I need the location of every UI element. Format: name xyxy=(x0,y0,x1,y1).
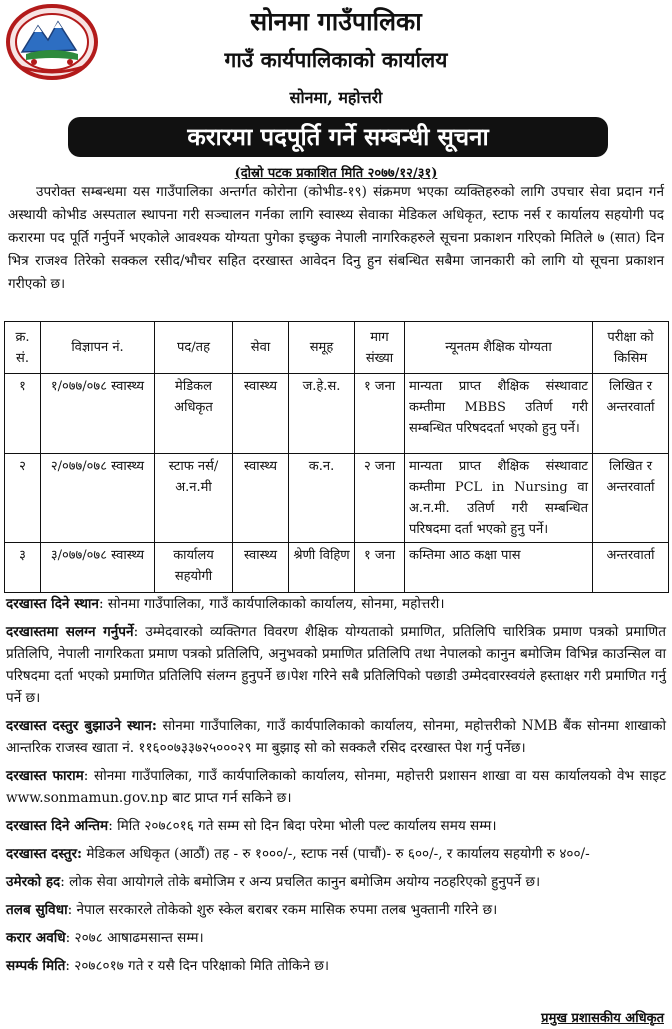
office-address: सोनमा, महोत्तरी xyxy=(289,88,383,107)
condition-label: दरखास्त दिने स्थान xyxy=(6,596,99,612)
condition-label: दरखास्त फाराम xyxy=(6,768,84,784)
condition-item xyxy=(6,843,666,865)
cell-sn: ३ xyxy=(5,543,41,593)
notice-title-banner: करारमा पदपूर्ति गर्ने सम्बन्धी सूचना xyxy=(68,117,608,157)
condition-label: दरखास्तमा सलग्न गर्नुपर्ने xyxy=(6,624,134,640)
condition-text: : उम्मेदवारको व्यक्तिगत विवरण शैक्षिक योग्यताको प्रमाणित, प्रतिलिपि चारित्रिक प्रमाण पत्रको प्रमाणित प्रतिलिपि, नेपाली नागरिकता प्रमाण पत्रको प्रतिलिपि, अनुभवको प्रमाणित प्रतिलिपि तथा नेपालको कानुन बमोजिम विभिन्न काउन्सिल वा परिषदमा दर्ता भएको प्रमाणित प्रतिलिपि संलग्न हुनुपर्ने छ।पेश गरिने सबै प्रतिलिपिको पछाडी उम्मेदवारस्वयंले हस्ताक्षर गरी प्रमाणित गर्नु पर्ने छ। xyxy=(6,624,666,706)
municipality-name: सोनमा गाउँपालिका xyxy=(250,7,422,36)
cell-demand: १ जना xyxy=(355,543,405,593)
cell-service: स्वास्थ्य xyxy=(233,454,289,543)
cell-service: स्वास्थ्य xyxy=(233,543,289,593)
cell-post: स्टाफ नर्स/ अ.न.मी xyxy=(155,454,233,543)
condition-text: : सोनमा गाउँपालिका, गाउँ कार्यपालिकाको कार्यालय, सोनमा, महोत्तरी। xyxy=(98,596,445,612)
cell-exam: लिखित र अन्तरवार्ता xyxy=(593,374,669,454)
condition-item xyxy=(6,815,666,837)
condition-label: उमेरको हद xyxy=(6,874,61,890)
condition-text: : मिति २०७८०१६ गते सम्म सो दिन बिदा परेमा भोली पल्ट कार्यालय समय सम्म। xyxy=(108,818,497,834)
cell-service: स्वास्थ्य xyxy=(233,374,289,454)
condition-item xyxy=(6,871,666,893)
condition-text: सोनमा गाउँपालिका, गाउँ कार्यपालिकाको कार्यालय, सोनमा, महोत्तरीको NMB बैंक सोनमा शाखाको आन्तरिक राजस्व खाता नं. ११६००७३३७२५०००२९ मा बुझाइ सो को सक्कलै रसिद दरखास्त पेश गर्नु पर्नेछ। xyxy=(6,718,666,756)
condition-item xyxy=(6,621,666,709)
republish-date: (दोस्रो पटक प्रकाशित मिति २०७७/१२/३१) xyxy=(234,166,438,181)
condition-item xyxy=(6,899,666,921)
condition-item xyxy=(6,715,666,759)
cell-qualification: मान्यता प्राप्त शैक्षिक संस्थावाट कम्तीमा PCL in Nursing वा अ.न.मी. उतिर्ण गरी सम्बन्धित परिषदमा दर्ता भएको हुनु पर्ने। xyxy=(405,454,593,543)
table-row xyxy=(5,374,669,454)
condition-text: : नेपाल सरकारले तोकेको शुरु स्केल बराबर रकम मासिक रुपमा तलब भुक्तानी गरिने छ। xyxy=(67,902,498,918)
cell-group: क.न. xyxy=(289,454,355,543)
cell-sn: २ xyxy=(5,454,41,543)
condition-label: दरखास्त दस्तुर: xyxy=(6,846,83,862)
cell-exam: अन्तरवार्ता xyxy=(593,543,669,593)
table-header-row xyxy=(5,322,669,374)
cell-sn: १ xyxy=(5,374,41,454)
republish-line xyxy=(0,162,672,181)
condition-label: दरखास्त दस्तुर बुझाउने स्थान: xyxy=(6,718,157,734)
cell-group: ज.हे.स. xyxy=(289,374,355,454)
condition-text: : सोनमा गाउँपालिका, गाउँ कार्यपालिकाको कार्यालय, सोनमा, महोत्तरी प्रशासन शाखा वा यस कार्यालयको वेभ साइट www.sonmamun.gov.np बाट प्राप्त गर्न सकिने छ। xyxy=(6,768,666,806)
col-header-demand: माग संख्या xyxy=(355,322,405,374)
signature-title: प्रमुख प्रशासकीय अधिकृत xyxy=(541,1011,664,1026)
table-row xyxy=(5,454,669,543)
cell-adv-no: २/०७७/०७८ स्वास्थ्य xyxy=(41,454,155,543)
cell-exam: लिखित र अन्तरवार्ता xyxy=(593,454,669,543)
col-header-qualification: न्यूनतम शैक्षिक योग्यता xyxy=(405,322,593,374)
table-row xyxy=(5,543,669,593)
cell-adv-no: ३/०७७/०७८ स्वास्थ्य xyxy=(41,543,155,593)
cell-post: मेडिकल अधिकृत xyxy=(155,374,233,454)
cell-demand: १ जना xyxy=(355,374,405,454)
condition-item xyxy=(6,927,666,949)
condition-label: सम्पर्क मिति xyxy=(6,958,66,974)
condition-item xyxy=(6,955,666,977)
cell-post: कार्यालय सहयोगी xyxy=(155,543,233,593)
cell-qualification: कम्तिमा आठ कक्षा पास xyxy=(405,543,593,593)
cell-qualification: मान्यता प्राप्त शैक्षिक संस्थावाट कम्तीमा MBBS उतिर्ण गरी सम्बन्धित परिषददर्ता भएको हुनु पर्ने। xyxy=(405,374,593,454)
col-header-exam: परीक्षा को किसिम xyxy=(593,322,669,374)
condition-label: तलब सुविधा xyxy=(6,902,68,918)
condition-item xyxy=(6,765,666,809)
intro-paragraph: उपरोक्त सम्बन्धमा यस गाउँपालिका अन्तर्गत कोरोना (कोभीड-१९) संक्रमण भएका व्यक्तिहरुको लागि उपचार सेवा प्रदान गर्न अस्थायी कोभीड अस्पताल स्थापना गरी सञ्चालन गर्नका लागि स्वास्थ्य सेवाका मेडिकल अधिकृत, स्टाफ नर्स र कार्यालय सहयोगी पद करारमा पद पूर्ति गर्नुपर्ने भएकोले आवश्यक योग्यता पुगेका इच्छुक नेपाली नागरिकहरुले सूचना प्रकाशन गरिएको मितिले ७ (सात) दिन भित्र राजश्व तिरेको सक्कल रसीद/भौचर सहित दरखास्त आवेदन दिनु हुन संबन्धित सबैमा जानकारी को लागि यो सूचना प्रकाशन गरीएको छ। xyxy=(8,184,664,292)
condition-text: : २०७८ आषाढमसान्त सम्म। xyxy=(65,930,204,946)
cell-demand: २ जना xyxy=(355,454,405,543)
vacancy-table xyxy=(4,321,669,593)
condition-label: दरखास्त दिने अन्तिम xyxy=(6,818,109,834)
condition-text: : २०७८०१७ गते र यसै दिन परिक्षाको मिति तोकिने छ। xyxy=(65,958,330,974)
condition-text: : लोक सेवा आयोगले तोके बमोजिम र अन्य प्रचलित कानुन बमोजिम अयोग्य नठहरिएको हुनुपर्ने छ। xyxy=(60,874,541,890)
conditions-list xyxy=(6,593,666,983)
cell-adv-no: १/०७७/०७८ स्वास्थ्य xyxy=(41,374,155,454)
condition-item xyxy=(6,593,666,615)
col-header-group: समूह xyxy=(289,322,355,374)
condition-label: करार अवधि xyxy=(6,930,66,946)
col-header-post: पद/तह xyxy=(155,322,233,374)
office-name: गाउँ कार्यपालिकाको कार्यालय xyxy=(224,47,448,72)
col-header-service: सेवा xyxy=(233,322,289,374)
col-header-adv-no: विज्ञापन नं. xyxy=(41,322,155,374)
condition-text: मेडिकल अधिकृत (आठौं) तह - रु १०००/-, स्टाफ नर्स (पाचौं)- रु ६००/-, र कार्यालय सहयोगी रु ४००/- xyxy=(82,846,590,862)
col-header-sn: क्र. सं. xyxy=(5,322,41,374)
cell-group: श्रेणी विहिण xyxy=(289,543,355,593)
